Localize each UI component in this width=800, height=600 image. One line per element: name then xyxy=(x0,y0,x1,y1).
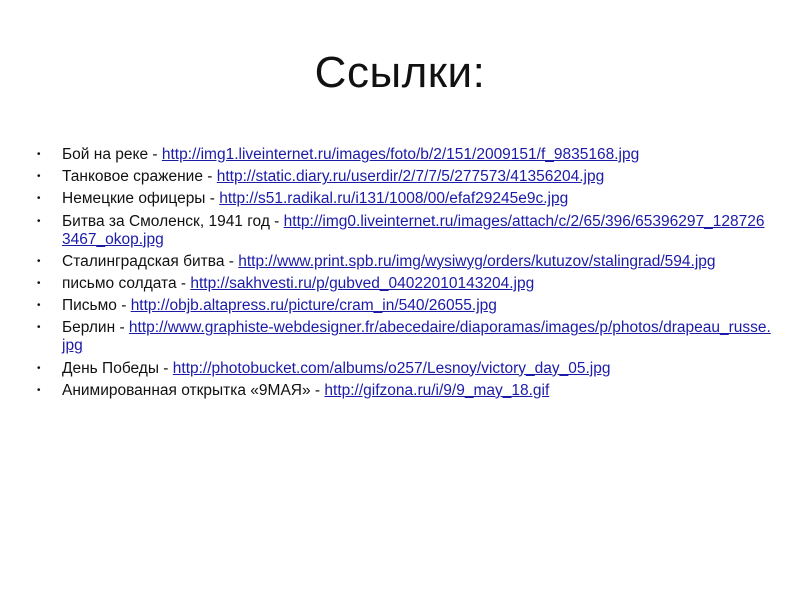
list-item-label: День Победы - xyxy=(62,359,173,377)
slide-title: Ссылки: xyxy=(314,48,486,97)
bullet-icon: • xyxy=(37,171,41,183)
bullet-icon: • xyxy=(37,255,41,267)
list-item xyxy=(0,146,800,164)
list-item-label: Анимированная открытка «9МАЯ» - xyxy=(62,381,325,399)
bullet-icon: • xyxy=(37,277,41,289)
link-url[interactable]: http://sakhvesti.ru/p/gubved_04022010143204.jpg xyxy=(190,274,535,292)
link-url[interactable]: http://www.graphiste-webdesigner.fr/abecedaire/diaporamas/images/p/photos/drapeau_russe.jpg xyxy=(62,319,771,355)
list-item xyxy=(0,382,800,400)
bullet-icon: • xyxy=(37,149,41,160)
link-url[interactable]: http://static.diary.ru/userdir/2/7/7/5/277573/41356204.jpg xyxy=(216,168,605,186)
list-item xyxy=(0,190,800,208)
bullet-icon: • xyxy=(37,322,41,334)
list-item xyxy=(0,168,800,186)
list-item xyxy=(0,360,800,378)
list-item-label: Берлин - xyxy=(62,319,129,337)
list-item-label: Битва за Смоленск, 1941 год - xyxy=(62,212,284,230)
list-item xyxy=(0,275,800,293)
links-list xyxy=(0,146,800,404)
link-url[interactable]: http://s51.radikal.ru/i131/1008/00/efaf29245e9c.jpg xyxy=(219,190,569,208)
link-url[interactable]: http://www.print.spb.ru/img/wysiwyg/orders/kutuzov/stalingrad/594.jpg xyxy=(238,252,716,270)
link-url[interactable]: http://img0.liveinternet.ru/images/attach/c/2/65/396/65396297_1287263467_okop.jpg xyxy=(62,212,765,248)
link-url[interactable]: http://img1.liveinternet.ru/images/foto/b/2/151/2009151/f_9835168.jpg xyxy=(161,146,640,163)
list-item xyxy=(0,297,800,315)
list-item xyxy=(0,253,800,271)
link-url[interactable]: http://objb.altapress.ru/picture/cram_in/540/26055.jpg xyxy=(130,297,497,315)
bullet-icon: • xyxy=(37,193,41,205)
bullet-icon: • xyxy=(37,215,41,227)
bullet-icon: • xyxy=(37,362,41,374)
link-url[interactable]: http://gifzona.ru/i/9/9_may_18.gif xyxy=(324,381,550,399)
list-item-label: Сталинградская битва - xyxy=(62,252,239,270)
list-item-label: Немецкие офицеры - xyxy=(62,190,220,208)
list-item xyxy=(0,319,800,355)
list-item-label: Танковое сражение - xyxy=(62,168,217,186)
list-item-label: Письмо - xyxy=(62,297,131,315)
bullet-icon: • xyxy=(37,384,41,396)
bullet-icon: • xyxy=(37,300,41,312)
link-url[interactable]: http://photobucket.com/albums/o257/Lesnoy/victory_day_05.jpg xyxy=(172,359,611,377)
list-item-label: письмо солдата - xyxy=(62,274,191,292)
list-item-label: Бой на реке - xyxy=(62,146,162,163)
list-item xyxy=(0,213,800,249)
